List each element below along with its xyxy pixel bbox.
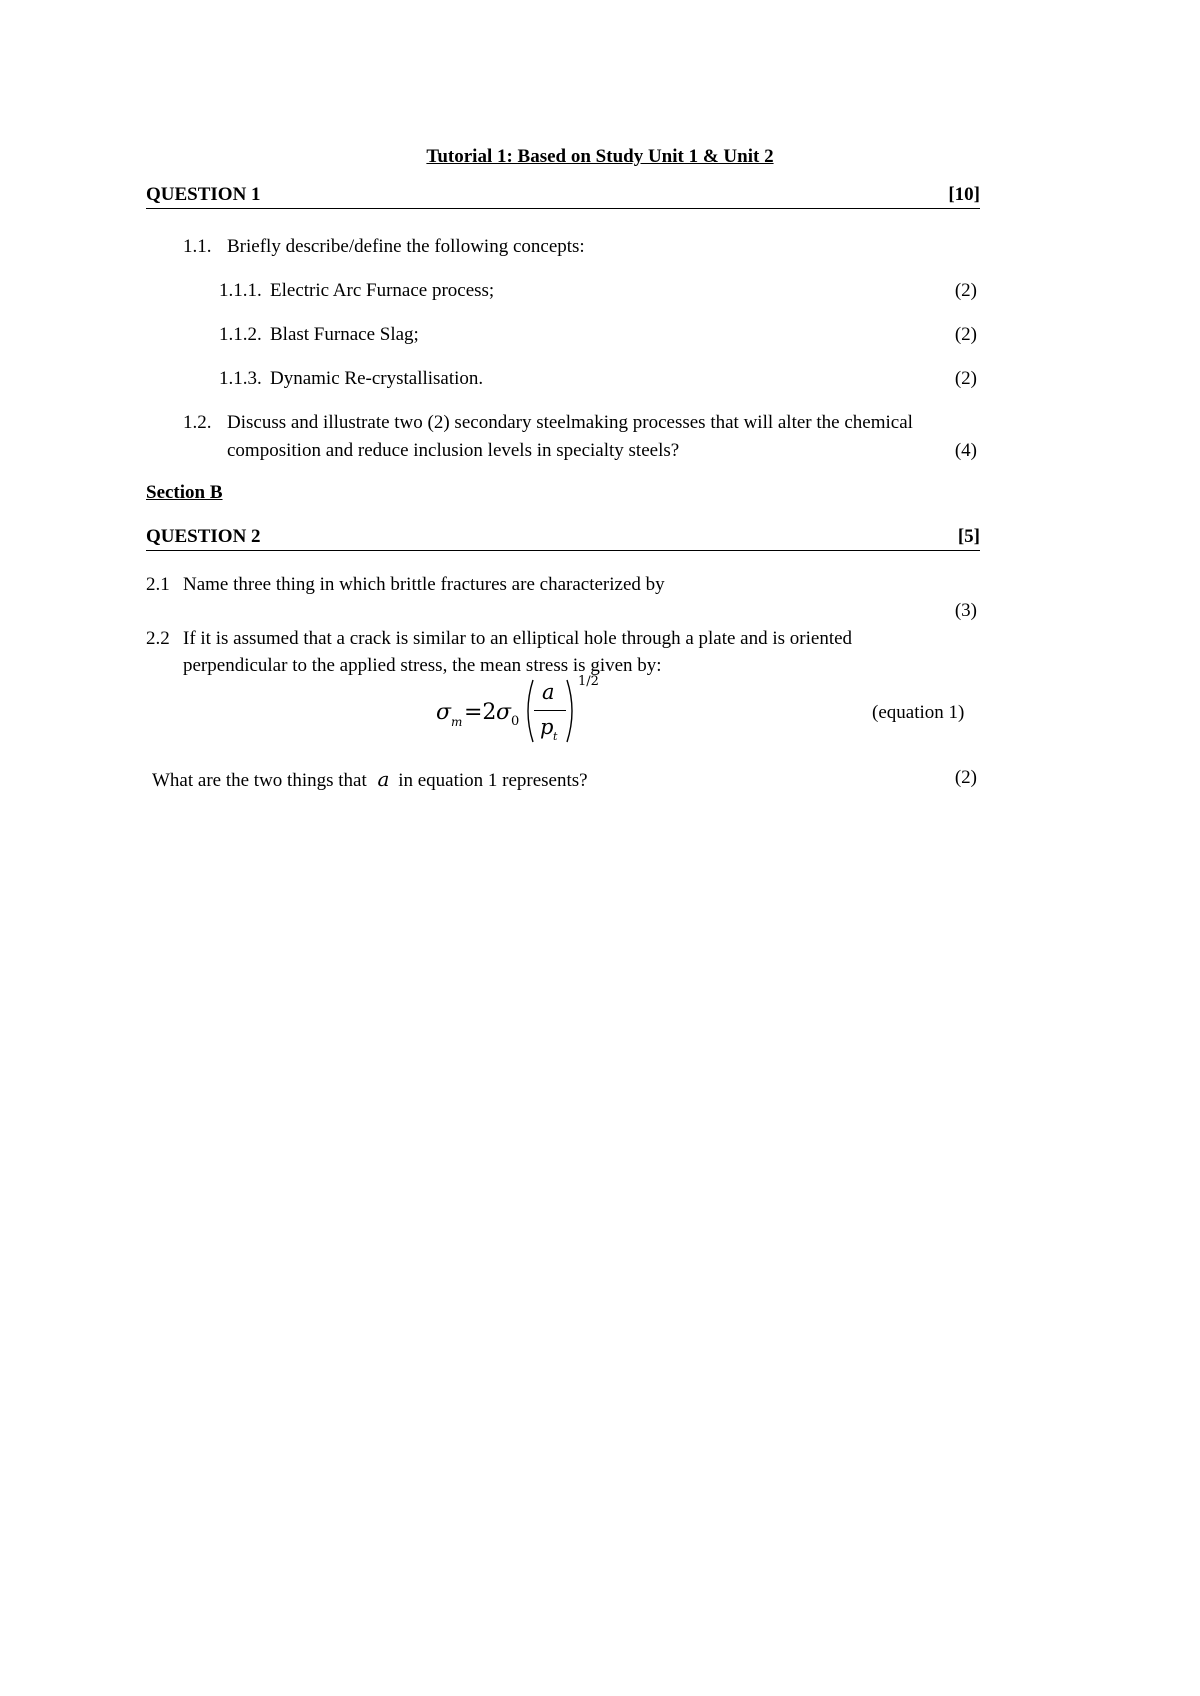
item-1-2-number: 1.2. [183, 412, 212, 433]
equation-left-paren-icon [520, 678, 536, 744]
question-1-header [146, 184, 980, 209]
followup-text-after: in equation 1 represents? [393, 770, 588, 791]
item-1-1-number: 1.1. [183, 236, 212, 257]
equation-subscript-0: 0 [511, 714, 520, 729]
page-title: Tutorial 1: Based on Study Unit 1 & Unit 2 [426, 146, 774, 167]
followup-text-before: What are the two things that [152, 770, 372, 791]
equation-subscript-m: m [451, 715, 463, 729]
followup-symbol-a: a [377, 767, 390, 791]
equation-exponent: 1/2 [578, 674, 599, 689]
item-1-2-marks: (4) [954, 440, 977, 461]
question-1-label: QUESTION 1 [146, 184, 261, 205]
item-1-1-1-marks: (2) [954, 280, 977, 301]
question-2-header [146, 526, 980, 551]
equation-1 [430, 672, 610, 752]
item-1-1-3-text: Dynamic Re-crystallisation. [270, 368, 484, 389]
equation-equals-two: =2 [464, 700, 497, 725]
question-2-marks: [5] [957, 526, 980, 547]
item-2-2-number: 2.2 [146, 628, 170, 649]
question-2-label: QUESTION 2 [146, 526, 261, 547]
equation-denominator: p [540, 715, 554, 739]
item-1-1-2-marks: (2) [954, 324, 977, 345]
item-1-1-3-marks: (2) [954, 368, 977, 389]
equation-fraction-bar [534, 710, 566, 711]
item-2-1-number: 2.1 [146, 574, 170, 595]
equation-sigma-m: σ [436, 700, 452, 725]
item-1-2-text-line2: composition and reduce inclusion levels in specialty steels? [227, 440, 680, 461]
followup-question [152, 767, 588, 792]
followup-marks: (2) [954, 767, 977, 788]
item-1-1-1-number: 1.1.1. [219, 280, 262, 301]
equation-sigma-0: σ [496, 700, 512, 725]
item-1-1-2-number: 1.1.2. [219, 324, 262, 345]
item-1-1-1-text: Electric Arc Furnace process; [270, 280, 495, 301]
item-2-2-text-line1: If it is assumed that a crack is similar to an elliptical hole through a plate and is oriented [183, 628, 853, 649]
section-b-heading: Section B [146, 482, 223, 503]
item-1-2-text-line1: Discuss and illustrate two (2) secondary steelmaking processes that will alter the chemical [227, 412, 913, 433]
item-2-1-text: Name three thing in which brittle fractures are characterized by [183, 574, 665, 595]
equation-label: (equation 1) [872, 702, 965, 723]
question-1-marks: [10] [948, 184, 980, 205]
equation-numerator: a [542, 680, 555, 704]
equation-subscript-t: t [553, 730, 558, 743]
item-1-1-text: Briefly describe/define the following concepts: [227, 236, 585, 257]
item-1-1-3-number: 1.1.3. [219, 368, 262, 389]
item-2-1-marks: (3) [954, 600, 977, 621]
item-2-2-text-line2: perpendicular to the applied stress, the mean stress is given by: [183, 655, 662, 676]
item-1-1-2-text: Blast Furnace Slag; [270, 324, 419, 345]
